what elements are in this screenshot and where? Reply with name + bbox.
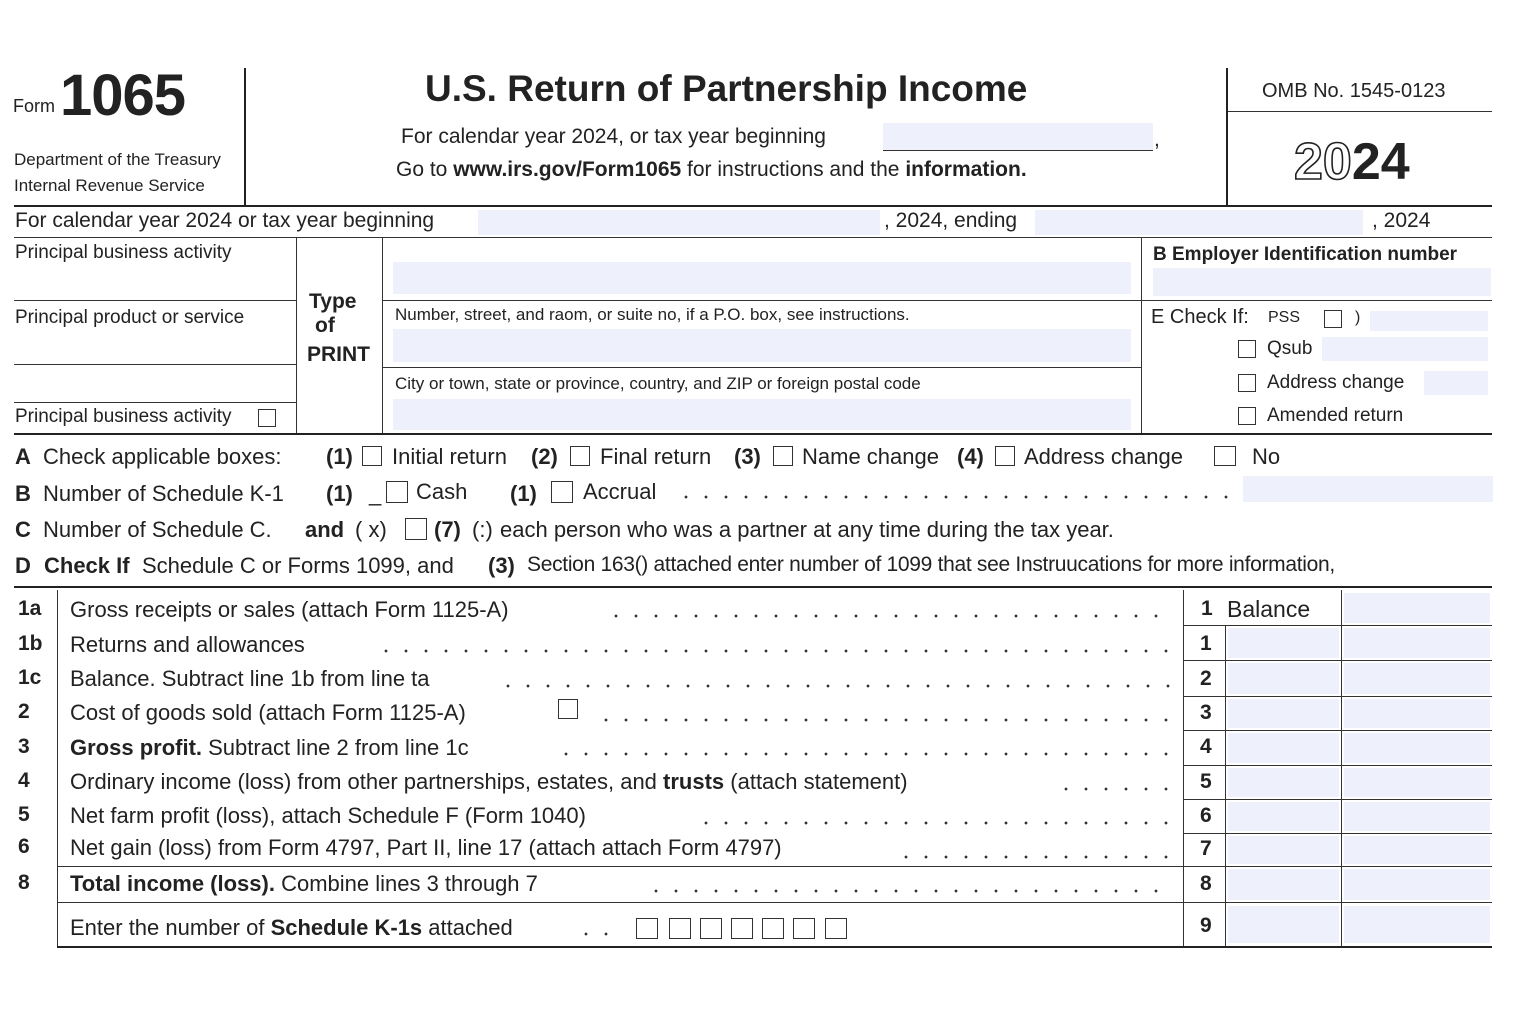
final-return-label: Final return <box>600 444 712 469</box>
irs-url-link[interactable]: www.irs.gov/Form1065 <box>453 158 682 181</box>
cash-label: Cash <box>416 479 468 504</box>
initial-return-checkbox[interactable] <box>362 446 382 466</box>
tax-year-begin-field[interactable] <box>478 210 880 235</box>
k1-count-label: Enter the number of Schedule K-1s attached <box>70 915 513 940</box>
of-label: of <box>315 314 335 337</box>
address-change-a-checkbox[interactable] <box>995 446 1015 466</box>
line-c-and: and <box>305 517 345 542</box>
line-c-x: ( x) <box>355 517 387 542</box>
check-if-label: E Check If: <box>1151 306 1249 328</box>
line-c-text: each person who was a partner at any time during the tax year. <box>500 517 1114 542</box>
line-b-n1: (1) <box>326 481 353 506</box>
qsub-label: Qsub <box>1267 338 1313 359</box>
line-num: 1c <box>18 666 42 689</box>
k1-digit-box[interactable] <box>793 918 815 939</box>
amount-field[interactable] <box>1228 802 1339 831</box>
line-a-n2: (2) <box>531 444 558 469</box>
box-num: 5 <box>1200 770 1212 793</box>
amount-field[interactable] <box>1344 768 1490 797</box>
ein-field[interactable] <box>1153 268 1491 296</box>
amount-field[interactable] <box>1344 628 1490 658</box>
k1-digit-box[interactable] <box>669 918 691 939</box>
amount-field[interactable] <box>1344 869 1490 900</box>
address-change-field[interactable] <box>1424 371 1488 395</box>
line-num: 2 <box>18 700 30 723</box>
line-d-text2: Section 163() attached enter number of 1099 that see Instruucations for more information, <box>527 553 1335 576</box>
cogs-checkbox[interactable] <box>558 699 578 719</box>
box-num: 1 <box>1200 632 1212 655</box>
amount-field[interactable] <box>1344 906 1490 943</box>
line-num: 1b <box>18 632 43 655</box>
information-text: information. <box>905 158 1027 181</box>
form-number: 1065 <box>60 63 186 128</box>
line-a-n3: (3) <box>734 444 761 469</box>
amended-return-checkbox[interactable] <box>1238 407 1256 425</box>
subtitle-line1: For calendar year 2024, or tax year beginning <box>401 125 826 148</box>
line-d-check-if: Check If <box>44 553 130 578</box>
street-label: Number, street, and raom, or suite no, if a P.O. box, see instructions. <box>395 305 910 324</box>
line-b-field[interactable] <box>1243 476 1493 502</box>
tax-year-ending-label: , 2024, ending <box>884 209 1018 232</box>
final-return-checkbox[interactable] <box>570 446 590 466</box>
line-a-letter: A <box>15 444 31 469</box>
line-num: 1a <box>18 597 42 620</box>
income-row-label: Cost of goods sold (attach Form 1125-A) <box>70 700 466 725</box>
qsub-checkbox[interactable] <box>1238 340 1256 358</box>
amount-field[interactable] <box>1344 663 1490 694</box>
tax-year-beginning-field[interactable] <box>883 123 1153 150</box>
line-c-colon: (:) <box>472 517 493 542</box>
amount-field[interactable] <box>1344 802 1490 831</box>
pss-field[interactable] <box>1370 311 1488 331</box>
line-c-label: Number of Schedule C. <box>43 517 272 542</box>
initial-return-label: Initial return <box>392 444 507 469</box>
line-d-letter: D <box>15 553 31 578</box>
line-a-n1: (1) <box>326 444 353 469</box>
income-row-label: Total income (loss). Combine lines 3 through 7 <box>70 871 538 896</box>
dept-line2: Internal Revenue Service <box>14 176 205 195</box>
amount-field[interactable] <box>1228 906 1339 943</box>
principal-activity-label: Principal business activity <box>15 242 232 263</box>
line-b-n2: (1) <box>510 481 537 506</box>
k1-digit-box[interactable] <box>762 918 784 939</box>
line-c-seven: (7) <box>434 517 461 542</box>
tax-year-label: For calendar year 2024 or tax year beginning <box>15 209 435 232</box>
qsub-field[interactable] <box>1322 337 1488 361</box>
box-num: 4 <box>1200 735 1212 758</box>
box-num: 8 <box>1200 872 1212 895</box>
line-num: 6 <box>18 835 30 858</box>
address-change-a-label: Address change <box>1024 444 1183 469</box>
year-outline: 20 <box>1294 133 1352 191</box>
balance-header-label: Balance <box>1227 596 1311 622</box>
income-row-label: Net farm profit (loss), attach Schedule F (Form 1040) <box>70 803 586 828</box>
income-row-label: Gross receipts or sales (attach Form 1125-A) <box>70 597 509 622</box>
goto-text: Go to <box>396 158 448 181</box>
line-num: 5 <box>18 803 30 826</box>
amount-field[interactable] <box>1228 768 1339 797</box>
box-num: 6 <box>1200 804 1212 827</box>
name-change-label: Name change <box>802 444 939 469</box>
pss-checkbox[interactable] <box>1324 310 1342 328</box>
instructions-text: for instructions and the <box>687 158 900 181</box>
form-label: Form <box>13 96 55 116</box>
tax-year-end-field[interactable] <box>1035 210 1363 235</box>
box-num: 7 <box>1200 837 1212 860</box>
box-num: 9 <box>1200 914 1212 937</box>
partnership-name-field[interactable] <box>393 262 1131 294</box>
box-num: 3 <box>1200 701 1212 724</box>
balance-header-field[interactable] <box>1344 593 1490 623</box>
amount-field[interactable] <box>1228 836 1339 864</box>
amount-field[interactable] <box>1344 699 1490 728</box>
name-change-checkbox[interactable] <box>773 446 793 466</box>
address-change-checkbox[interactable] <box>1238 374 1256 392</box>
no-checkbox[interactable] <box>1214 446 1236 466</box>
principal-activity-checkbox[interactable] <box>258 409 276 427</box>
subtitle-line2 <box>396 158 1027 182</box>
line-d-text1: Schedule C or Forms 1099, and <box>142 553 454 578</box>
income-row-label: Net gain (loss) from Form 4797, Part II, line 17 (attach attach Form 4797) <box>70 835 782 860</box>
amount-field[interactable] <box>1228 663 1339 694</box>
line-num: 3 <box>18 735 30 758</box>
amount-field[interactable] <box>1228 699 1339 728</box>
income-row-label: Gross profit. Subtract line 2 from line 1c <box>70 735 469 760</box>
amount-field[interactable] <box>1344 733 1490 763</box>
form-title: U.S. Return of Partnership Income <box>425 68 1028 109</box>
line-c-letter: C <box>15 517 31 542</box>
address-change-label: Address change <box>1267 372 1405 393</box>
amount-field[interactable] <box>1228 733 1339 763</box>
income-row-label: Returns and allowances <box>70 632 305 657</box>
income-row-label: Ordinary income (loss) from other partnerships, estates, and trusts (attach statement) <box>70 769 908 794</box>
city-label: City or town, state or province, country, and ZIP or foreign postal code <box>395 374 921 393</box>
line-a-label: Check applicable boxes: <box>43 444 282 469</box>
pss-label: PSS <box>1268 309 1301 326</box>
ein-label: B Employer Identification number <box>1153 244 1458 265</box>
dept-line1: Department of the Treasury <box>14 150 221 169</box>
line-b-label: Number of Schedule K-1 <box>43 481 284 506</box>
line-num: 4 <box>18 769 30 792</box>
amount-field[interactable] <box>1228 869 1339 900</box>
no-label: No <box>1252 444 1281 469</box>
tax-year <box>1294 132 1410 192</box>
line-c-checkbox[interactable] <box>405 518 427 540</box>
cash-underscore: _ <box>369 481 382 506</box>
subtitle-comma: , <box>1154 128 1160 151</box>
k1-digit-box[interactable] <box>700 918 722 939</box>
line-d-n3: (3) <box>488 553 515 578</box>
amended-return-label: Amended return <box>1267 405 1404 426</box>
line-b-letter: B <box>15 481 31 506</box>
city-field[interactable] <box>393 399 1131 430</box>
cash-checkbox[interactable] <box>386 481 408 503</box>
k1-digit-box[interactable] <box>636 918 658 939</box>
print-label: PRINT <box>307 343 370 366</box>
pss-paren: ) <box>1355 309 1361 326</box>
principal-activity2-label: Principal business activity <box>15 406 232 427</box>
line-num: 8 <box>18 871 30 894</box>
principal-product-label: Principal product or service <box>15 307 245 328</box>
amount-field[interactable] <box>1228 628 1339 658</box>
accrual-label: Accrual <box>583 479 657 504</box>
income-row-label: Balance. Subtract line 1b from line ta <box>70 666 430 691</box>
amount-field[interactable] <box>1344 836 1490 864</box>
street-field[interactable] <box>393 329 1131 362</box>
accrual-checkbox[interactable] <box>551 481 573 503</box>
omb-number: OMB No. 1545-0123 <box>1262 80 1446 102</box>
balance-header-num: 1 <box>1201 597 1213 620</box>
type-label: Type <box>309 290 357 313</box>
line-a-n4: (4) <box>957 444 984 469</box>
k1-digit-box[interactable] <box>731 918 753 939</box>
tax-year-end-suffix: , 2024 <box>1372 209 1431 232</box>
k1-digit-box[interactable] <box>825 918 847 939</box>
year-bold: 24 <box>1351 133 1410 191</box>
box-num: 2 <box>1200 667 1212 690</box>
